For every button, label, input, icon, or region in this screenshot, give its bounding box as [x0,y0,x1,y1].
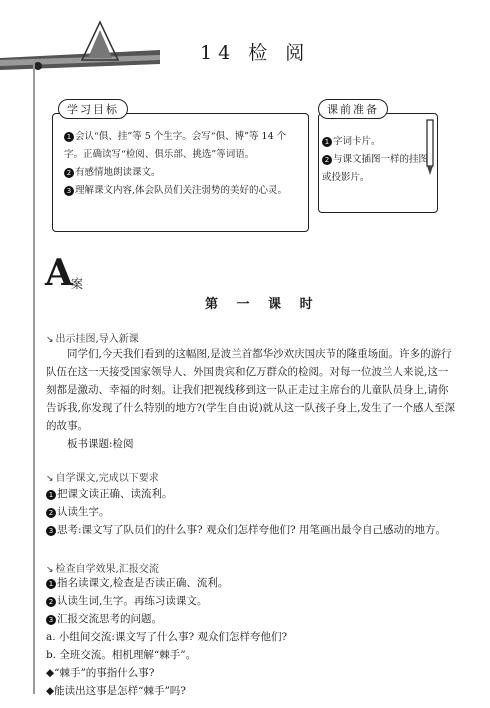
learning-goals-tag: 学习目标 [58,99,128,119]
learning-goals-list [64,128,294,200]
intro-paragraph: 同学们,今天我们看到的这幅图,是波兰首都华沙欢庆国庆节的隆重场面。许多的游行队伍在这一天接受国家领导人、外国贵宾和亿万群众的检阅。对每一位波兰人来说,这一刻都是激动、幸福的时刻。让我们把视线移到这一队正走过主席台的儿童队员身上,请你告诉我,你发现了什么特别的地方?(学生自由说)就从这一队孩子身上,发生了一个感人至深的故事。 [46,348,455,432]
lesson-title: 第 一 课 时 [205,297,320,312]
goal-item: 2 有感情地朗读课文。 [64,164,294,182]
preparation-list [322,133,434,187]
section-heading: ↘ 自学课文,完成以下要求 [46,473,159,484]
report-list [46,574,466,700]
list-item: 1 把课文读正确、读流利。 [46,485,466,503]
sub-item: b. 全班交流。相机理解“棘手”。 [46,649,197,661]
arrow-icon: ↘ [46,474,54,484]
section-heading: ↘ 出示挂图,导入新课 [46,334,139,345]
prep-item: 1 字词卡片。 [322,133,434,151]
self-study-list [46,485,466,539]
goal-item: 3 理解课文内容,体会队员们关注弱势的美好的心灵。 [64,182,294,200]
section-heading: ↘ 检查自学效果,汇报交流 [46,564,159,575]
sub-item: a. 小组间交流:课文写了什么事? 观众们怎样夸他们? [46,631,288,643]
arrow-icon: ↘ [46,335,54,345]
page-title: 14 检 阅 [200,42,311,64]
plan-suffix: 案 [71,277,84,291]
sub-item: ◆能读出这事是怎样“棘手”吗? [46,685,186,697]
list-item: 3 汇报交流思考的问题。 [46,610,466,628]
board-title: 板书课题:检阅 [67,438,134,450]
list-item: 3 思考:课文写了队员们的什么事? 观众们怎样夸他们? 用笔画出最令自己感动的地方。 [46,521,466,539]
list-item: 1 指名读课文,检查是否读正确、流利。 [46,574,466,592]
sub-item: ◆“棘手”的事指什么事? [46,667,155,679]
list-item: 2 认读生词,生字。再练习读课文。 [46,592,466,610]
list-item: 2 认读生字。 [46,503,466,521]
arrow-icon: ↘ [46,565,54,575]
plan-letter: A [45,252,73,294]
header-emblem [0,20,160,80]
goal-item: 1 会认“俱、挂”等 5 个生字。会写“俱、博”等 14 个字。正确读写“检阅、俱乐部、挑选”等词语。 [64,131,287,160]
preparation-tag: 课前准备 [318,99,388,119]
margin-rule [33,64,35,694]
prep-item: 2 与课文插图一样的挂图或投影片。 [322,154,429,183]
